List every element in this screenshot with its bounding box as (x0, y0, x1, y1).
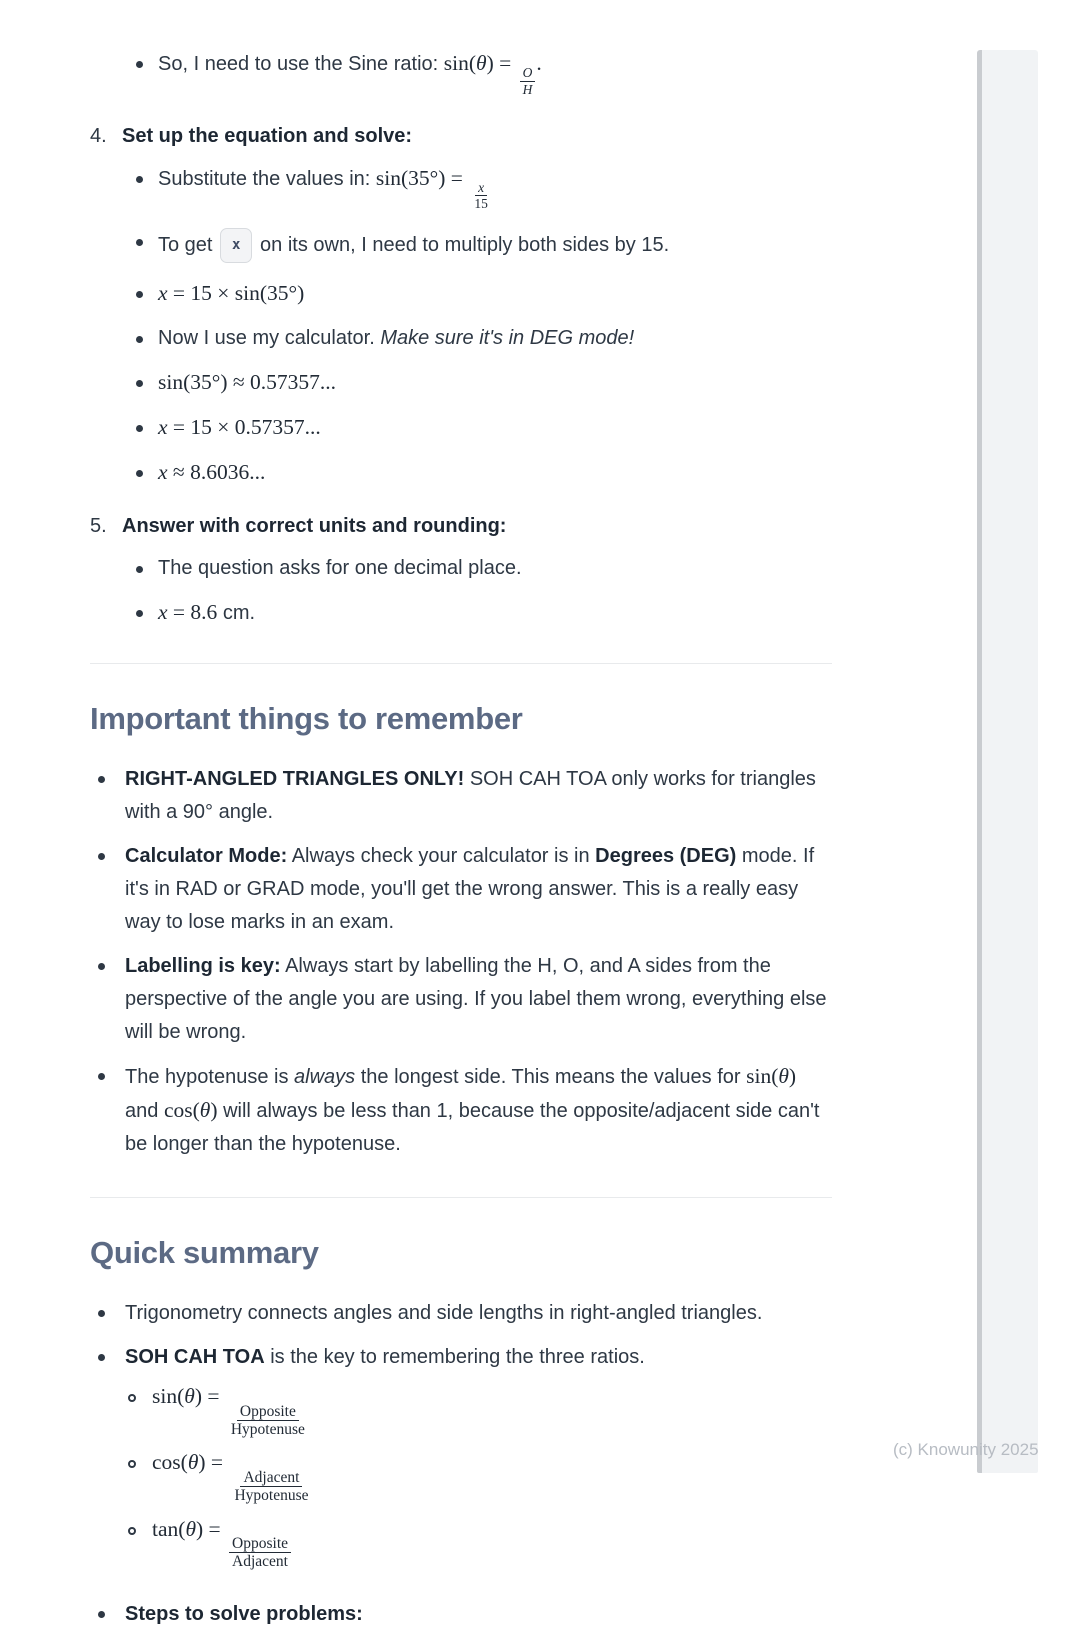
step4-sublist (90, 165, 832, 488)
inline-code-x: x (220, 228, 252, 263)
bold-text: Degrees (DEG) (595, 845, 737, 868)
bullet-sine-ratio (90, 50, 832, 97)
fraction-o-h: $\frac{O}{H}$ (520, 65, 536, 96)
important-list (90, 763, 832, 1161)
bold-text: Calculator Mode: (125, 845, 288, 868)
emphasis-always: always (294, 1066, 356, 1089)
bullet-text: is the key to remembering the three ratios. (270, 1346, 645, 1369)
bold-text: RIGHT-ANGLED TRIANGLES ONLY! (125, 768, 465, 791)
bullet-x-equation (90, 280, 832, 308)
bullet-text: So, I need to use the Sine ratio: (158, 53, 439, 75)
bullet-rounding (90, 555, 832, 582)
math-cos-ratio: cos(θ) = $\frac{\text{Adjacent}}{\text{Hypotenuse}}$ (152, 1450, 312, 1474)
bullet-calculator-mode (90, 840, 832, 939)
section-heading-important: Important things to remember (90, 701, 523, 737)
bullet-x-times (90, 414, 832, 442)
bold-text: Labelling is key: (125, 955, 281, 978)
bullet-text: The question asks for one decimal place. (158, 557, 522, 580)
item-title: Set up the equation and solve: (122, 124, 413, 147)
bullet-isolate-x (90, 228, 832, 263)
bullet-x-approx (90, 459, 832, 487)
bullet-text: and (125, 1100, 159, 1123)
bullet-text: Substitute the values in: (158, 167, 371, 190)
fraction-adj-hyp: $\frac{\text{Adjacent}}{\text{Hypotenuse}}$ (234, 1468, 309, 1505)
scrollbar-thumb[interactable] (977, 50, 1038, 1473)
bullet-text: Always start by labelling the H, O, and A sides from the perspective of the angle you are using. If you label them wrong, everything else will be wrong. (125, 955, 827, 1044)
bullet-steps (90, 1598, 832, 1631)
math-substitute: sin(35°) = $\frac{x}{15}$ (376, 166, 492, 190)
ratio-sublist (90, 1385, 832, 1570)
math-sin-value: sin(35°) ≈ 0.57357... (158, 370, 337, 395)
bullet-right-angled (90, 763, 832, 829)
document-content (90, 0, 832, 1642)
item-number: 4. (90, 124, 107, 147)
math-final-answer: x = 8.6 (158, 600, 218, 625)
bold-text: Steps to solve problems: (125, 1602, 363, 1625)
bullet-text: To get (158, 234, 213, 257)
math-sin-theta: sin(θ) (746, 1064, 797, 1089)
bullet-text: Now I use my calculator. (158, 327, 375, 350)
numbered-item-4 (90, 123, 832, 149)
bullet-hypotenuse (90, 1060, 832, 1161)
ratio-tan (90, 1518, 832, 1571)
item-number: 5. (90, 515, 107, 538)
bullet-text: SOH CAH TOA only works for triangles with a 90° angle. (125, 768, 816, 824)
bullet-text: Always check your calculator is in (291, 845, 590, 868)
emphasis-deg-mode: Make sure it's in DEG mode! (380, 327, 635, 350)
math-x-approx: x ≈ 8.6036... (158, 460, 266, 485)
math-x-times: x = 15 × 0.57357... (158, 415, 321, 440)
bold-text: SOH CAH TOA (125, 1346, 265, 1369)
ratio-sin (90, 1385, 832, 1438)
bullet-text: the longest side. This means the values for (360, 1066, 741, 1089)
math-x-equation: x = 15 × sin(35°) (158, 281, 305, 306)
bullet-text: Trigonometry connects angles and side lengths in right-angled triangles. (125, 1302, 763, 1325)
math-tan-ratio: tan(θ) = $\frac{\text{Opposite}}{\text{Adjacent}}$ (152, 1517, 292, 1541)
math-sine-ratio: sin(θ) = $\frac{O}{H}$ . (443, 51, 542, 97)
copyright-watermark: (c) Knowunity 2025 (893, 1440, 1039, 1459)
math-sin-ratio: sin(θ) = $\frac{\text{Opposite}}{\text{Hypotenuse}}$ (152, 1384, 309, 1408)
fraction-opp-adj: $\frac{\text{Opposite}}{\text{Adjacent}}$ (229, 1535, 291, 1571)
bullet-text: on its own, I need to multiply both sides by 15. (260, 234, 670, 257)
bullet-labelling (90, 950, 832, 1049)
item-title: Answer with correct units and rounding: (122, 515, 507, 538)
ratio-cos (90, 1451, 832, 1504)
bullet-soh-cah-toa (90, 1341, 832, 1374)
summary-list (90, 1297, 832, 1630)
bullet-sin-value (90, 369, 832, 397)
fraction-opp-hyp: $\frac{\text{Opposite}}{\text{Hypotenuse}}$ (230, 1402, 305, 1439)
fraction-x-15: $\frac{x}{15}$ (474, 180, 488, 212)
divider (90, 663, 832, 664)
bullet-final-answer (90, 599, 832, 627)
math-cos-theta: cos(θ) (163, 1098, 218, 1123)
bullet-text: mode. If it's in RAD or GRAD mode, you'll get the wrong answer. This is a really easy way to lose marks in an exam. (125, 845, 815, 934)
step5-sublist (90, 555, 832, 627)
bullet-text: will always be less than 1, because the opposite/adjacent side can't be longer than the hypotenuse. (125, 1100, 820, 1156)
bullet-text: The hypotenuse is (125, 1066, 289, 1089)
bullet-trigonometry (90, 1297, 832, 1330)
numbered-item-5 (90, 513, 832, 539)
divider (90, 1197, 832, 1198)
section-heading-summary: Quick summary (90, 1235, 319, 1271)
unit-text: cm. (222, 602, 256, 625)
bullet-calculator (90, 325, 832, 352)
bullet-substitute (90, 165, 832, 212)
